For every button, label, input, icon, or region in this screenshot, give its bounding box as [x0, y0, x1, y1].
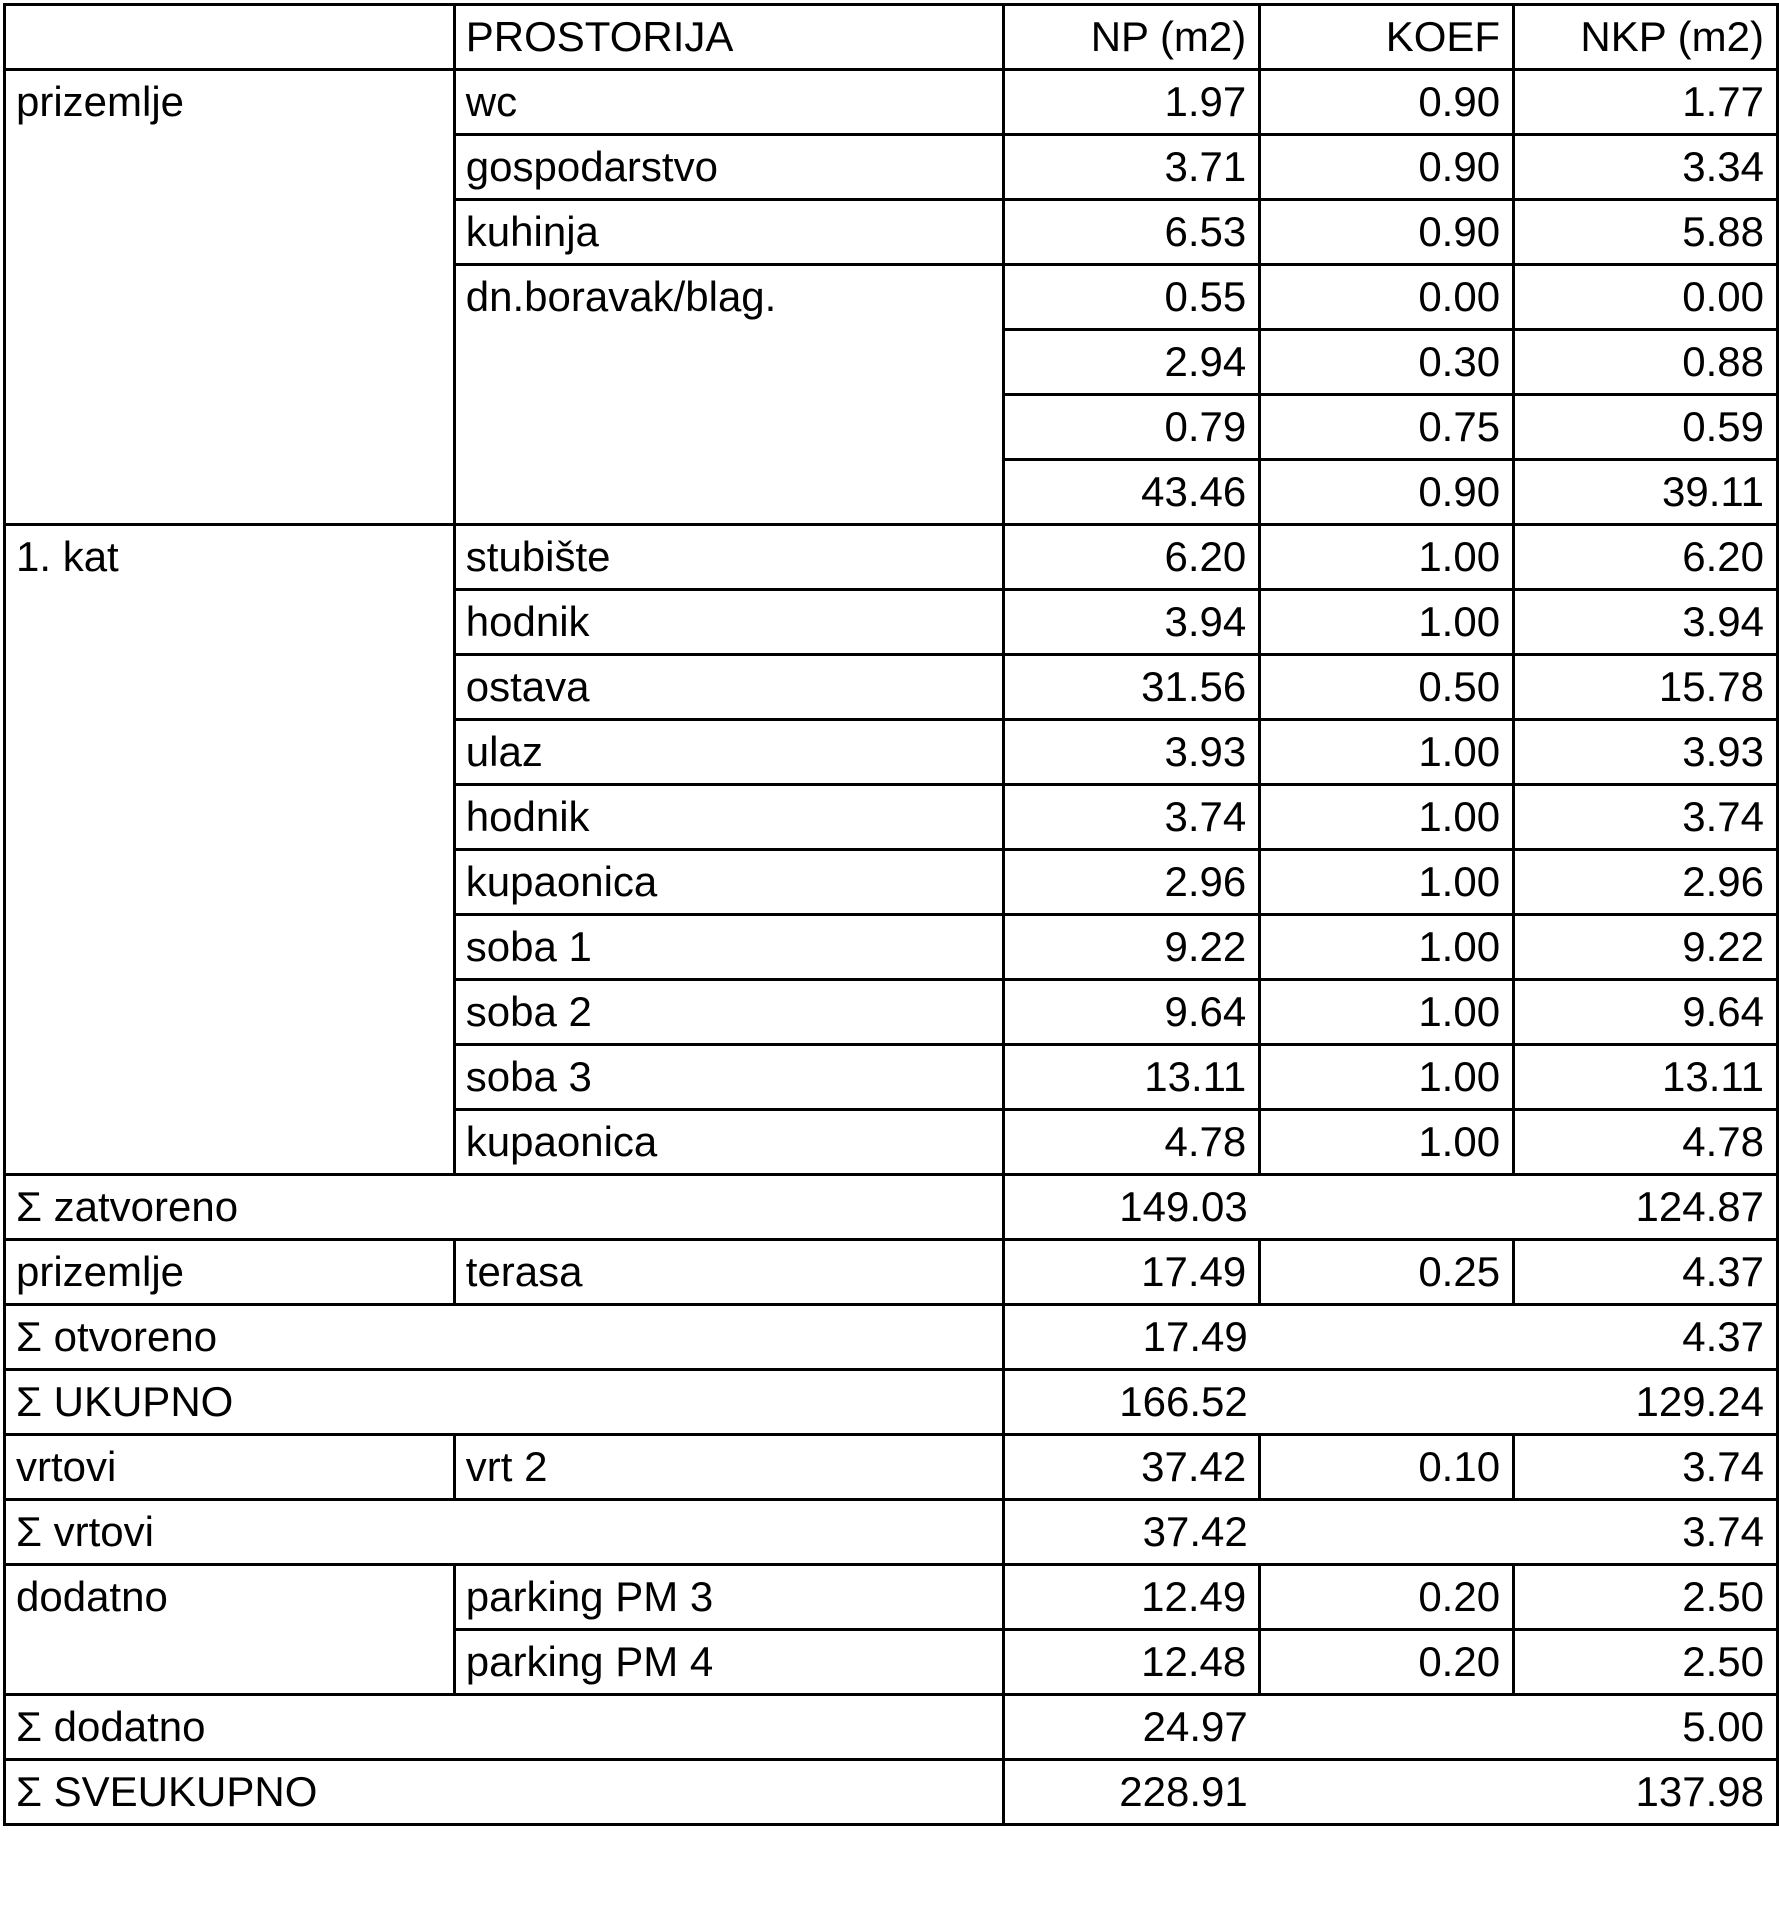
sum-nkp: 124.87 [1514, 1175, 1778, 1240]
sum-np: 37.42 [1004, 1500, 1260, 1565]
group-label: 1. kat [5, 525, 455, 1175]
nkp-cell: 5.88 [1514, 200, 1778, 265]
room-cell: ulaz [454, 720, 1004, 785]
room-cell: hodnik [454, 785, 1004, 850]
koef-cell: 0.50 [1260, 655, 1514, 720]
nkp-cell: 0.59 [1514, 395, 1778, 460]
nkp-cell: 2.96 [1514, 850, 1778, 915]
nkp-cell: 3.34 [1514, 135, 1778, 200]
sum-empty [1260, 1500, 1514, 1565]
nkp-cell: 3.94 [1514, 590, 1778, 655]
np-cell: 13.11 [1004, 1045, 1260, 1110]
room-cell: dn.boravak/blag. [454, 265, 1004, 525]
sum-row [5, 1175, 1778, 1240]
nkp-cell: 3.74 [1514, 785, 1778, 850]
np-cell: 3.94 [1004, 590, 1260, 655]
nkp-cell: 0.00 [1514, 265, 1778, 330]
np-cell: 31.56 [1004, 655, 1260, 720]
koef-cell: 0.30 [1260, 330, 1514, 395]
koef-cell: 0.90 [1260, 70, 1514, 135]
sum-nkp: 5.00 [1514, 1695, 1778, 1760]
nkp-cell: 3.93 [1514, 720, 1778, 785]
room-cell: hodnik [454, 590, 1004, 655]
sum-np: 166.52 [1004, 1370, 1260, 1435]
room-cell: vrt 2 [454, 1435, 1004, 1500]
header-row [5, 5, 1778, 70]
room-cell: soba 2 [454, 980, 1004, 1045]
nkp-cell: 4.37 [1514, 1240, 1778, 1305]
np-cell: 0.55 [1004, 265, 1260, 330]
nkp-cell: 9.64 [1514, 980, 1778, 1045]
nkp-cell: 3.74 [1514, 1435, 1778, 1500]
np-cell: 6.53 [1004, 200, 1260, 265]
room-cell: kupaonica [454, 850, 1004, 915]
table-row [5, 525, 1778, 590]
room-cell: terasa [454, 1240, 1004, 1305]
koef-cell: 1.00 [1260, 850, 1514, 915]
header-room: PROSTORIJA [454, 5, 1004, 70]
np-cell: 3.71 [1004, 135, 1260, 200]
sum-np: 17.49 [1004, 1305, 1260, 1370]
np-cell: 0.79 [1004, 395, 1260, 460]
group-label: prizemlje [5, 1240, 455, 1305]
room-cell: soba 3 [454, 1045, 1004, 1110]
np-cell: 37.42 [1004, 1435, 1260, 1500]
nkp-cell: 6.20 [1514, 525, 1778, 590]
sum-row [5, 1305, 1778, 1370]
koef-cell: 1.00 [1260, 980, 1514, 1045]
koef-cell: 1.00 [1260, 915, 1514, 980]
koef-cell: 0.20 [1260, 1565, 1514, 1630]
sum-empty [1260, 1370, 1514, 1435]
room-cell: parking PM 4 [454, 1630, 1004, 1695]
sum-label: Σ SVEUKUPNO [5, 1760, 455, 1825]
sum-label: Σ vrtovi [5, 1500, 455, 1565]
group-label: prizemlje [5, 70, 455, 525]
sum-empty [1260, 1760, 1514, 1825]
sum-np: 24.97 [1004, 1695, 1260, 1760]
nkp-cell: 1.77 [1514, 70, 1778, 135]
sum-row [5, 1760, 1778, 1825]
sum-nkp: 4.37 [1514, 1305, 1778, 1370]
sum-empty [454, 1695, 1004, 1760]
sum-empty [1260, 1695, 1514, 1760]
area-table [3, 3, 1779, 1826]
np-cell: 9.64 [1004, 980, 1260, 1045]
sum-label: Σ UKUPNO [5, 1370, 455, 1435]
sum-row [5, 1500, 1778, 1565]
koef-cell: 1.00 [1260, 590, 1514, 655]
sum-empty [454, 1370, 1004, 1435]
koef-cell: 1.00 [1260, 720, 1514, 785]
koef-cell: 1.00 [1260, 785, 1514, 850]
sum-empty [454, 1500, 1004, 1565]
group-label: dodatno [5, 1565, 455, 1695]
np-cell: 1.97 [1004, 70, 1260, 135]
np-cell: 3.93 [1004, 720, 1260, 785]
table-row [5, 70, 1778, 135]
table-row [5, 1240, 1778, 1305]
np-cell: 6.20 [1004, 525, 1260, 590]
sum-nkp: 129.24 [1514, 1370, 1778, 1435]
room-cell: kupaonica [454, 1110, 1004, 1175]
np-cell: 4.78 [1004, 1110, 1260, 1175]
koef-cell: 1.00 [1260, 1110, 1514, 1175]
room-cell: kuhinja [454, 200, 1004, 265]
koef-cell: 0.20 [1260, 1630, 1514, 1695]
koef-cell: 0.00 [1260, 265, 1514, 330]
room-cell: gospodarstvo [454, 135, 1004, 200]
np-cell: 17.49 [1004, 1240, 1260, 1305]
sum-nkp: 137.98 [1514, 1760, 1778, 1825]
np-cell: 2.94 [1004, 330, 1260, 395]
sum-np: 149.03 [1004, 1175, 1260, 1240]
koef-cell: 0.10 [1260, 1435, 1514, 1500]
np-cell: 2.96 [1004, 850, 1260, 915]
header-empty [5, 5, 455, 70]
np-cell: 9.22 [1004, 915, 1260, 980]
header-np: NP (m2) [1004, 5, 1260, 70]
nkp-cell: 2.50 [1514, 1630, 1778, 1695]
group-label: vrtovi [5, 1435, 455, 1500]
room-cell: stubište [454, 525, 1004, 590]
sum-label: Σ otvoreno [5, 1305, 455, 1370]
nkp-cell: 15.78 [1514, 655, 1778, 720]
koef-cell: 1.00 [1260, 1045, 1514, 1110]
koef-cell: 0.90 [1260, 135, 1514, 200]
koef-cell: 0.25 [1260, 1240, 1514, 1305]
sum-row [5, 1695, 1778, 1760]
sum-label: Σ dodatno [5, 1695, 455, 1760]
room-cell: wc [454, 70, 1004, 135]
koef-cell: 0.75 [1260, 395, 1514, 460]
koef-cell: 0.90 [1260, 460, 1514, 525]
sum-empty [454, 1305, 1004, 1370]
header-nkp: NKP (m2) [1514, 5, 1778, 70]
table-row [5, 1565, 1778, 1630]
sum-np: 228.91 [1004, 1760, 1260, 1825]
sum-empty [454, 1760, 1004, 1825]
sum-empty [1260, 1175, 1514, 1240]
koef-cell: 0.90 [1260, 200, 1514, 265]
nkp-cell: 13.11 [1514, 1045, 1778, 1110]
room-cell: parking PM 3 [454, 1565, 1004, 1630]
sum-empty [454, 1175, 1004, 1240]
sum-nkp: 3.74 [1514, 1500, 1778, 1565]
sum-label: Σ zatvoreno [5, 1175, 455, 1240]
header-koef: KOEF [1260, 5, 1514, 70]
nkp-cell: 9.22 [1514, 915, 1778, 980]
sum-empty [1260, 1305, 1514, 1370]
room-cell: soba 1 [454, 915, 1004, 980]
np-cell: 43.46 [1004, 460, 1260, 525]
nkp-cell: 2.50 [1514, 1565, 1778, 1630]
nkp-cell: 0.88 [1514, 330, 1778, 395]
nkp-cell: 39.11 [1514, 460, 1778, 525]
table-row [5, 1435, 1778, 1500]
koef-cell: 1.00 [1260, 525, 1514, 590]
room-cell: ostava [454, 655, 1004, 720]
nkp-cell: 4.78 [1514, 1110, 1778, 1175]
np-cell: 12.48 [1004, 1630, 1260, 1695]
np-cell: 3.74 [1004, 785, 1260, 850]
sum-row [5, 1370, 1778, 1435]
np-cell: 12.49 [1004, 1565, 1260, 1630]
